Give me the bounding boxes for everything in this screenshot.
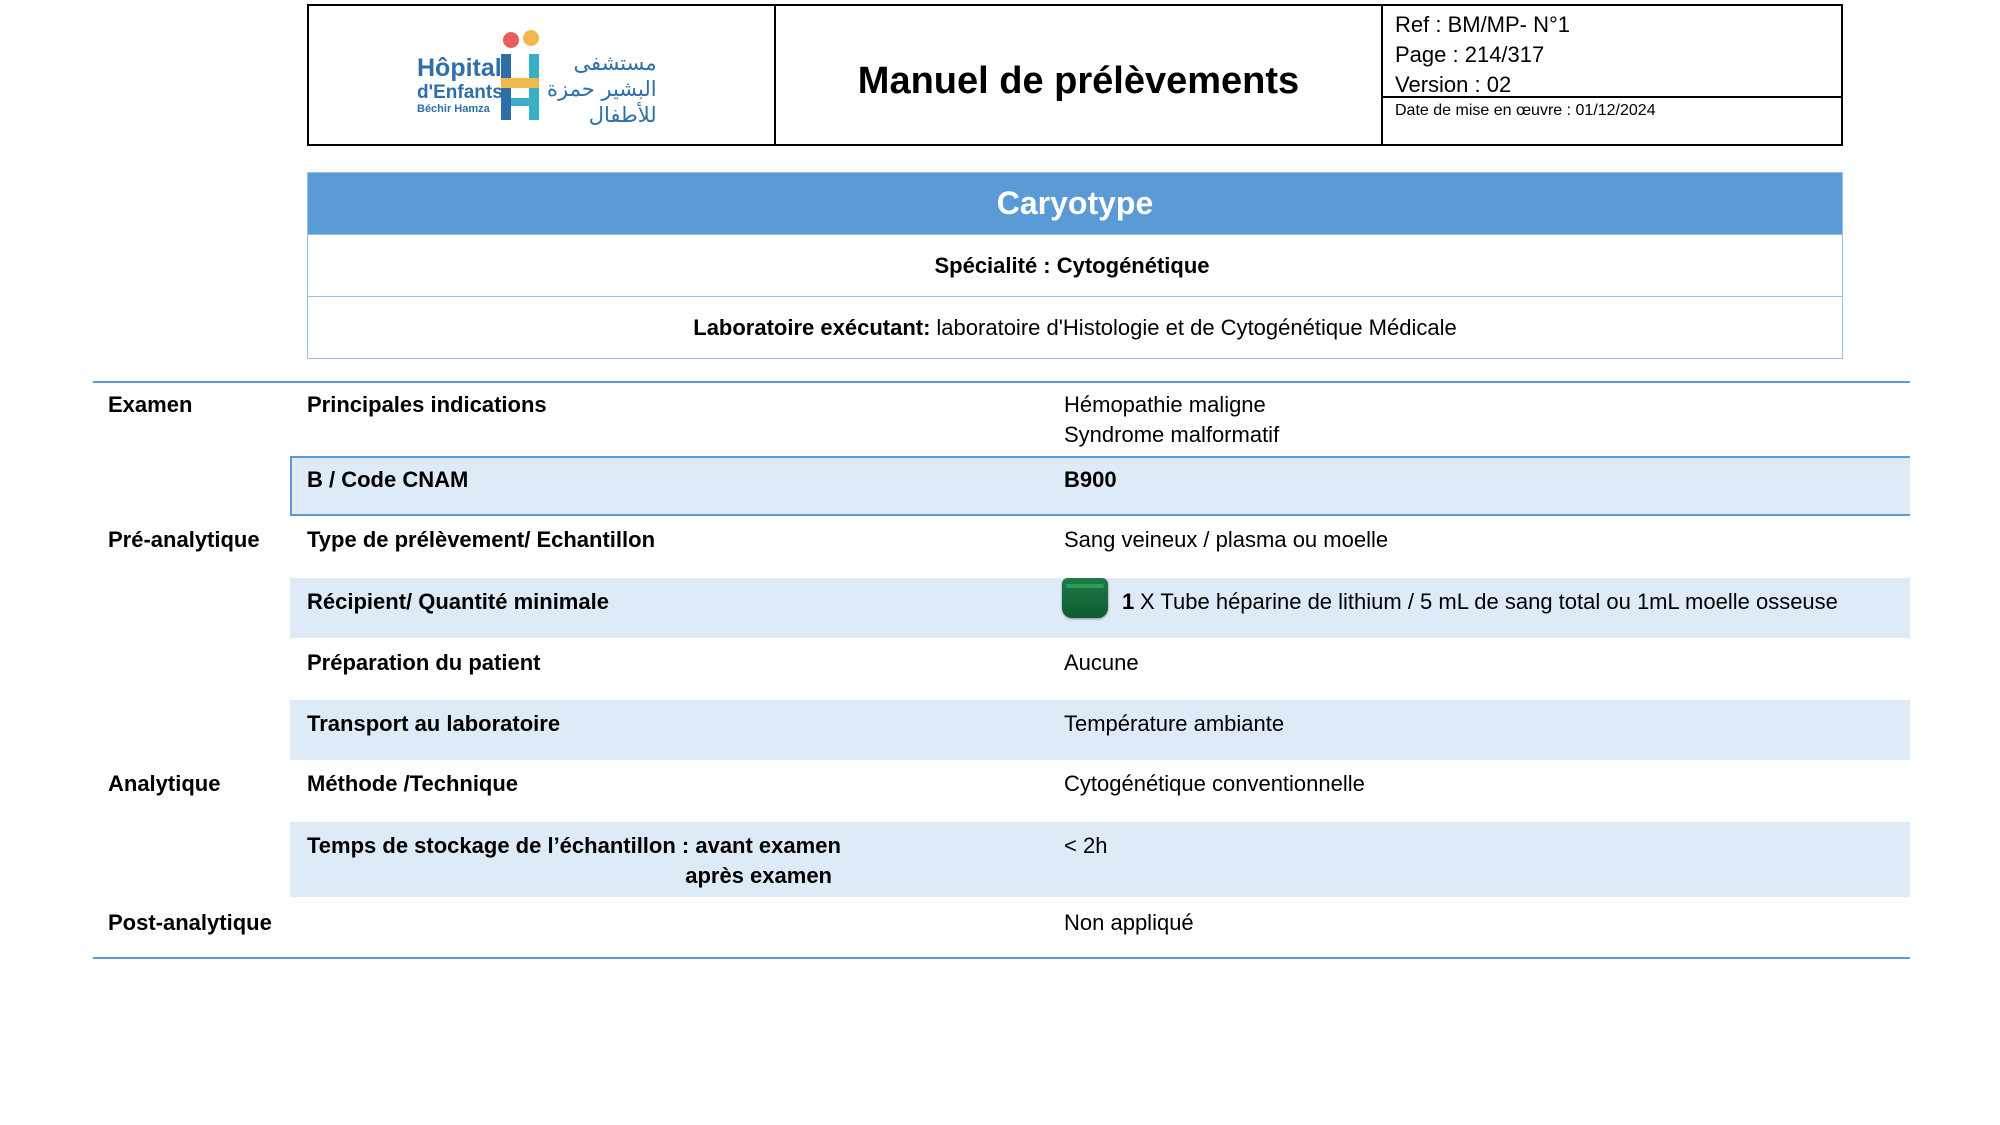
recipient-count: 1 — [1122, 589, 1135, 614]
specialty-row — [308, 234, 1842, 296]
document-meta — [1383, 6, 1841, 144]
type-value: Sang veineux / plasma ou moelle — [1064, 527, 1389, 552]
logo-text-bechir: Béchir Hamza — [417, 103, 490, 115]
storage-label-before: Temps de stockage de l’échantillon : avant examen — [307, 833, 841, 858]
section-post-analytique: Post-analytique — [108, 910, 272, 935]
ref-number: Ref : BM/MP- N°1 — [1395, 12, 1571, 37]
section-analytique: Analytique — [108, 771, 221, 796]
transport-label: Transport au laboratoire — [307, 711, 561, 736]
post-value: Non appliqué — [1064, 910, 1194, 935]
green-tube-icon — [1062, 578, 1108, 618]
indications-value-1: Hémopathie maligne — [1064, 392, 1266, 417]
prep-label: Préparation du patient — [307, 650, 541, 675]
type-label: Type de prélèvement/ Echantillon — [307, 527, 656, 552]
recipient-label: Récipient/ Quantité minimale — [307, 589, 609, 614]
storage-value: < 2h — [1064, 833, 1108, 858]
table-bottom-rule — [93, 957, 1910, 959]
section-examen: Examen — [108, 392, 193, 417]
specialty-text: Spécialité : Cytogénétique — [934, 252, 1210, 278]
logo-text-hopital: Hôpital — [417, 54, 502, 82]
section-pre-analytique: Pré-analytique — [108, 527, 260, 552]
code-value: B900 — [1064, 467, 1117, 492]
indications-label: Principales indications — [307, 392, 547, 417]
lab-value: laboratoire d'Histologie et de Cytogénétique Médicale — [936, 314, 1457, 340]
table-top-rule — [93, 381, 1910, 383]
effective-date: Date de mise en œuvre : 01/12/2024 — [1395, 102, 1656, 119]
test-name: Caryotype — [308, 173, 1842, 234]
transport-value: Température ambiante — [1064, 711, 1285, 736]
recipient-value: X Tube héparine de lithium / 5 mL de sang total ou 1mL moelle osseuse — [1140, 589, 1838, 614]
document-header — [307, 4, 1843, 146]
lab-row — [308, 296, 1842, 358]
logo-arabic-3: للأطفال — [588, 103, 657, 127]
logo-arabic-2: البشير حمزة — [547, 77, 657, 101]
storage-label-after: après examen — [685, 863, 832, 888]
indications-value-2: Syndrome malformatif — [1064, 422, 1280, 447]
test-banner — [307, 172, 1843, 359]
prep-value: Aucune — [1064, 650, 1139, 675]
code-label: B / Code CNAM — [307, 467, 469, 492]
lab-label: Laboratoire exécutant: — [693, 314, 931, 340]
method-value: Cytogénétique conventionnelle — [1064, 771, 1365, 796]
hospital-logo — [309, 6, 776, 144]
page-number: Page : 214/317 — [1395, 42, 1545, 67]
logo-figure-icon — [497, 26, 545, 126]
logo-arabic-1: مستشفى — [573, 51, 657, 75]
method-label: Méthode /Technique — [307, 771, 519, 796]
version-number: Version : 02 — [1395, 72, 1512, 97]
document-title: Manuel de prélèvements — [776, 6, 1383, 144]
logo-text-enfants: d'Enfants — [417, 82, 503, 103]
